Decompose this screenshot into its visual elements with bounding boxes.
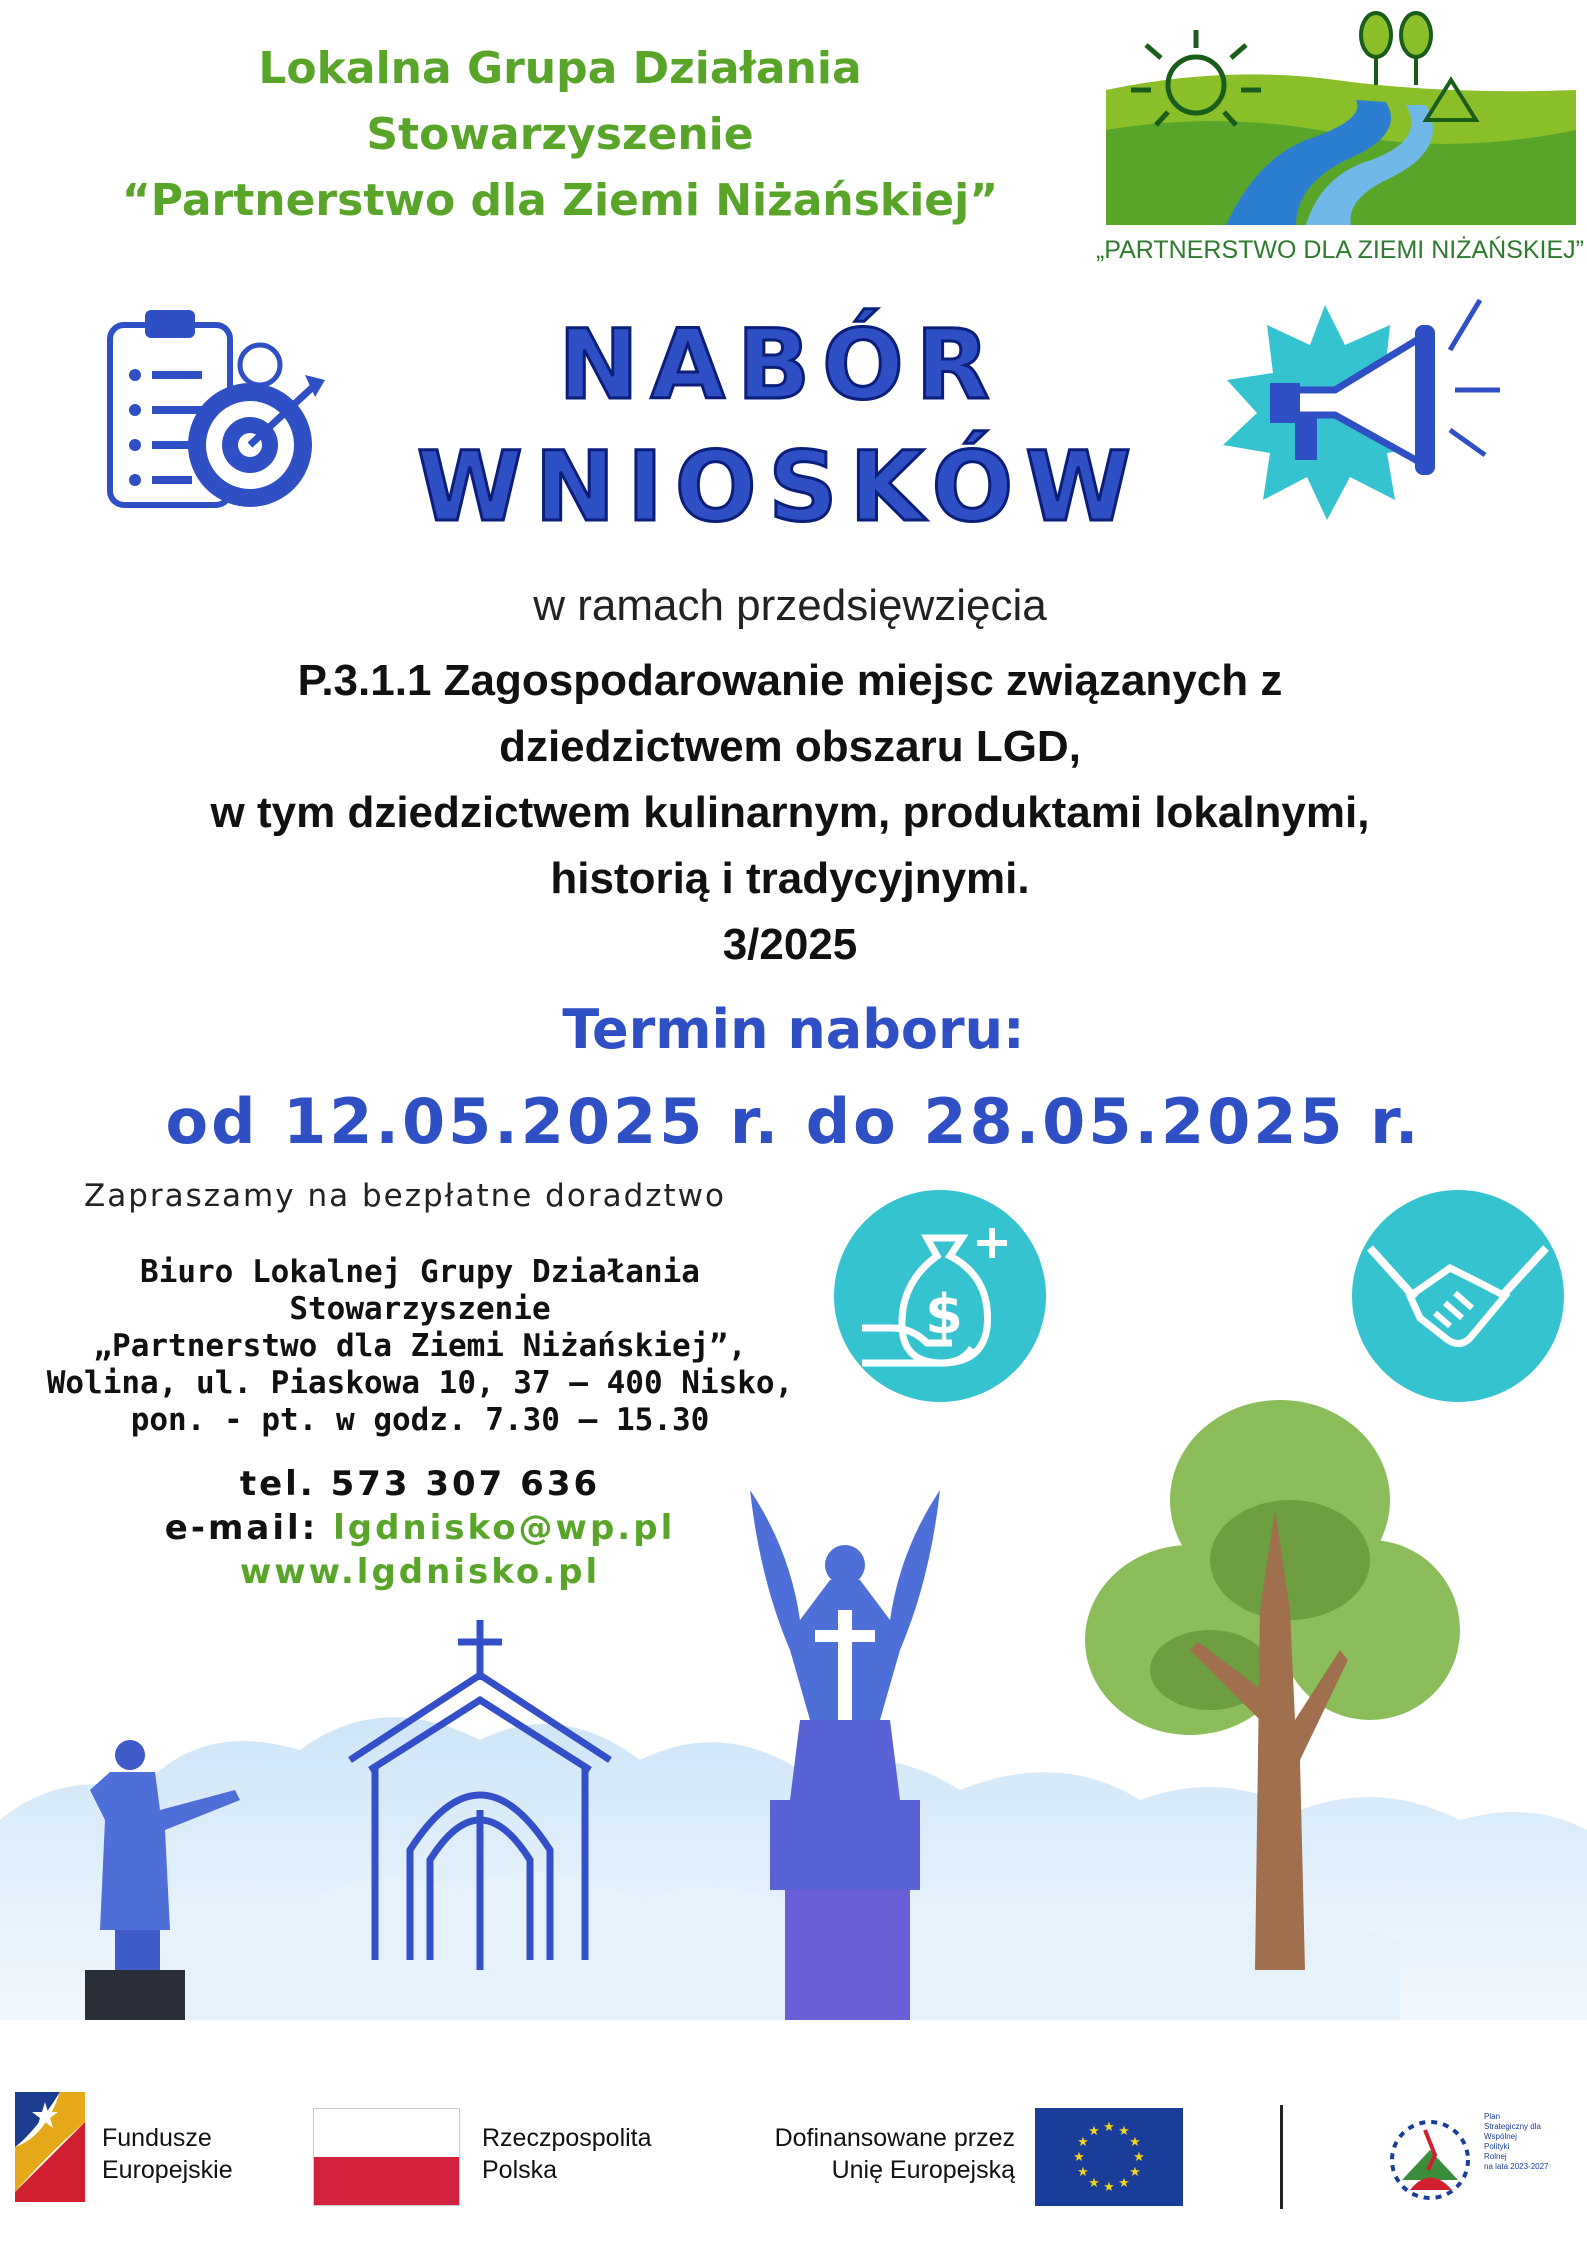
project-line-2: dziedzictwem obszaru LGD,	[499, 722, 1081, 771]
org-line-3: “Partnerstwo dla Ziemi Niżańskiej”	[121, 175, 999, 226]
fe-label	[102, 2122, 233, 2186]
svg-text:$: $	[925, 1283, 963, 1346]
title-line-2: WNIOSKÓW	[416, 431, 1144, 543]
intro-text: w ramach przedsięwzięcia	[533, 581, 1047, 630]
contact-block	[30, 1462, 810, 1594]
fe-logo-icon	[15, 2092, 85, 2202]
project-line-1: P.3.1.1 Zagospodarowanie miejsc związanych z	[297, 656, 1283, 705]
money-bag-hand-icon	[832, 1188, 1048, 1404]
ps-line-2: Strategiczny dla	[1484, 2122, 1541, 2131]
eu-flag-icon	[1035, 2108, 1183, 2206]
project-line-4: historią i tradycyjnymi.	[550, 854, 1030, 903]
svg-text:★: ★	[1088, 2176, 1100, 2191]
eu-line-2: Unię Europejską	[831, 2156, 1015, 2184]
ps-line-5: Rolnej	[1484, 2152, 1507, 2161]
ps-line-1: Plan	[1484, 2112, 1501, 2121]
office-line-1: Biuro Lokalnej Grupy Działania	[140, 1254, 700, 1290]
eu-label	[735, 2122, 1015, 2186]
deadline-label: Termin naboru:	[562, 998, 1025, 1061]
office-address: Wolina, ul. Piaskowa 10, 37 – 400 Nisko,	[46, 1365, 794, 1401]
eagle-monument-icon	[730, 1470, 960, 2020]
statue-icon	[60, 1730, 270, 2020]
svg-text:★: ★	[1118, 2124, 1130, 2139]
ps-line-3: Wspólnej	[1484, 2132, 1517, 2141]
eu-line-1: Dofinansowane przez	[774, 2124, 1015, 2152]
svg-text:★: ★	[1103, 2120, 1115, 2135]
svg-text:★: ★	[1118, 2176, 1130, 2191]
svg-text:★: ★	[1133, 2150, 1145, 2165]
svg-text:★: ★	[1129, 2165, 1141, 2180]
deadline-dates: od 12.05.2025 r. do 28.05.2025 r.	[165, 1085, 1422, 1158]
office-line-3: „Partnerstwo dla Ziemi Niżańskiej”,	[93, 1328, 747, 1364]
lgd-logo	[1106, 10, 1576, 225]
svg-text:★: ★	[1103, 2180, 1115, 2195]
fe-line-2: Europejskie	[102, 2156, 233, 2184]
office-hours: pon. - pt. w godz. 7.30 – 15.30	[130, 1402, 710, 1438]
svg-text:★: ★	[1073, 2150, 1085, 2165]
email-line	[30, 1506, 810, 1550]
email-link[interactable]: lgdnisko@wp.pl	[333, 1508, 676, 1548]
fe-line-1: Fundusze	[102, 2124, 212, 2152]
office-block	[30, 1254, 810, 1439]
project-line-3: w tym dziedzictwem kulinarnym, produktami lokalnymi,	[210, 788, 1370, 837]
rp-label	[482, 2122, 652, 2186]
org-line-1: Lokalna Grupa Działania	[258, 43, 862, 94]
clipboard-target-icon	[100, 305, 330, 525]
office-line-2: Stowarzyszenie	[289, 1291, 551, 1327]
ps-line-6: na lata 2023-2027	[1484, 2162, 1549, 2171]
rp-line-1: Rzeczpospolita	[482, 2124, 652, 2152]
consulting-invite: Zapraszamy na bezpłatne doradztwo	[83, 1178, 726, 1214]
ps-line-4: Polityki	[1484, 2142, 1510, 2151]
organization-name	[120, 36, 1000, 234]
tree-icon	[1080, 1390, 1460, 1970]
handshake-icon	[1350, 1188, 1566, 1404]
svg-text:★: ★	[1077, 2165, 1089, 2180]
footer-divider	[1280, 2105, 1283, 2209]
org-line-2: Stowarzyszenie	[366, 109, 754, 160]
call-number: 3/2025	[722, 920, 858, 969]
svg-text:★: ★	[1129, 2135, 1141, 2150]
megaphone-icon	[1215, 295, 1505, 535]
logo-caption: „PARTNERSTWO DLA ZIEMI NIŻAŃSKIEJ”	[1095, 236, 1584, 264]
polish-flag-icon	[313, 2108, 460, 2206]
ps-wpr-label	[1484, 2112, 1549, 2172]
chapel-icon	[340, 1620, 620, 1980]
title-line-1: NABÓR	[558, 309, 1002, 421]
website-link[interactable]: www.lgdnisko.pl	[239, 1552, 601, 1592]
rp-line-2: Polska	[482, 2156, 558, 2184]
ps-wpr-logo-icon	[1380, 2110, 1480, 2210]
email-label: e-mail:	[164, 1508, 334, 1548]
phone-number: tel. 573 307 636	[239, 1464, 601, 1504]
svg-text:★: ★	[1088, 2124, 1100, 2139]
svg-text:★: ★	[1077, 2135, 1089, 2150]
